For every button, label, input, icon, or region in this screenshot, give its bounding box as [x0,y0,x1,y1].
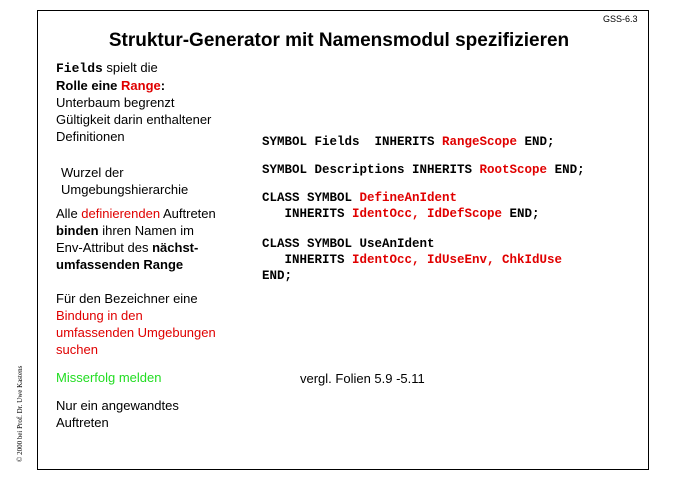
reference-note: vergl. Folien 5.9 -5.11 [300,371,425,386]
code-fields: SYMBOL Fields INHERITS RangeScope END; [262,135,555,149]
note-binding-search: Für den Bezeichner eine Bindung in den umfassenden Umgebungen suchen [56,291,216,357]
code-descriptions: SYMBOL Descriptions INHERITS RootScope END; [262,163,585,177]
slide-id: GSS-6.3 [603,14,638,24]
keyword-fields: Fields [56,61,103,76]
keyword-range: Range [121,78,161,93]
note-applied-occurrence: Nur ein angewandtes Auftreten [56,398,179,430]
code-use-an-ident: CLASS SYMBOL UseAnIdent INHERITS IdentOcc, IdUseEnv, ChkIdUse END; [262,237,563,283]
note-root: Wurzel der Umgebungshierarchie [61,165,189,197]
slide-title: Struktur-Generator mit Namensmodul spezifizieren [108,30,570,51]
copyright-notice: © 2000 bei Prof. Dr. Uwe Kastens [16,365,24,462]
note-error: Misserfolg melden [56,370,162,385]
note-fields-range: Fields spielt die Rolle eine Range: Unterbaum begrenzt Gültigkeit darin enthaltener Definitionen [56,60,212,144]
code-define-an-ident: CLASS SYMBOL DefineAnIdent INHERITS IdentOcc, IdDefScope END; [262,191,540,221]
note-defining-occurrences: Alle definierenden Auftreten binden ihren Namen im Env-Attribut des nächst- umfassenden Range [56,206,216,272]
